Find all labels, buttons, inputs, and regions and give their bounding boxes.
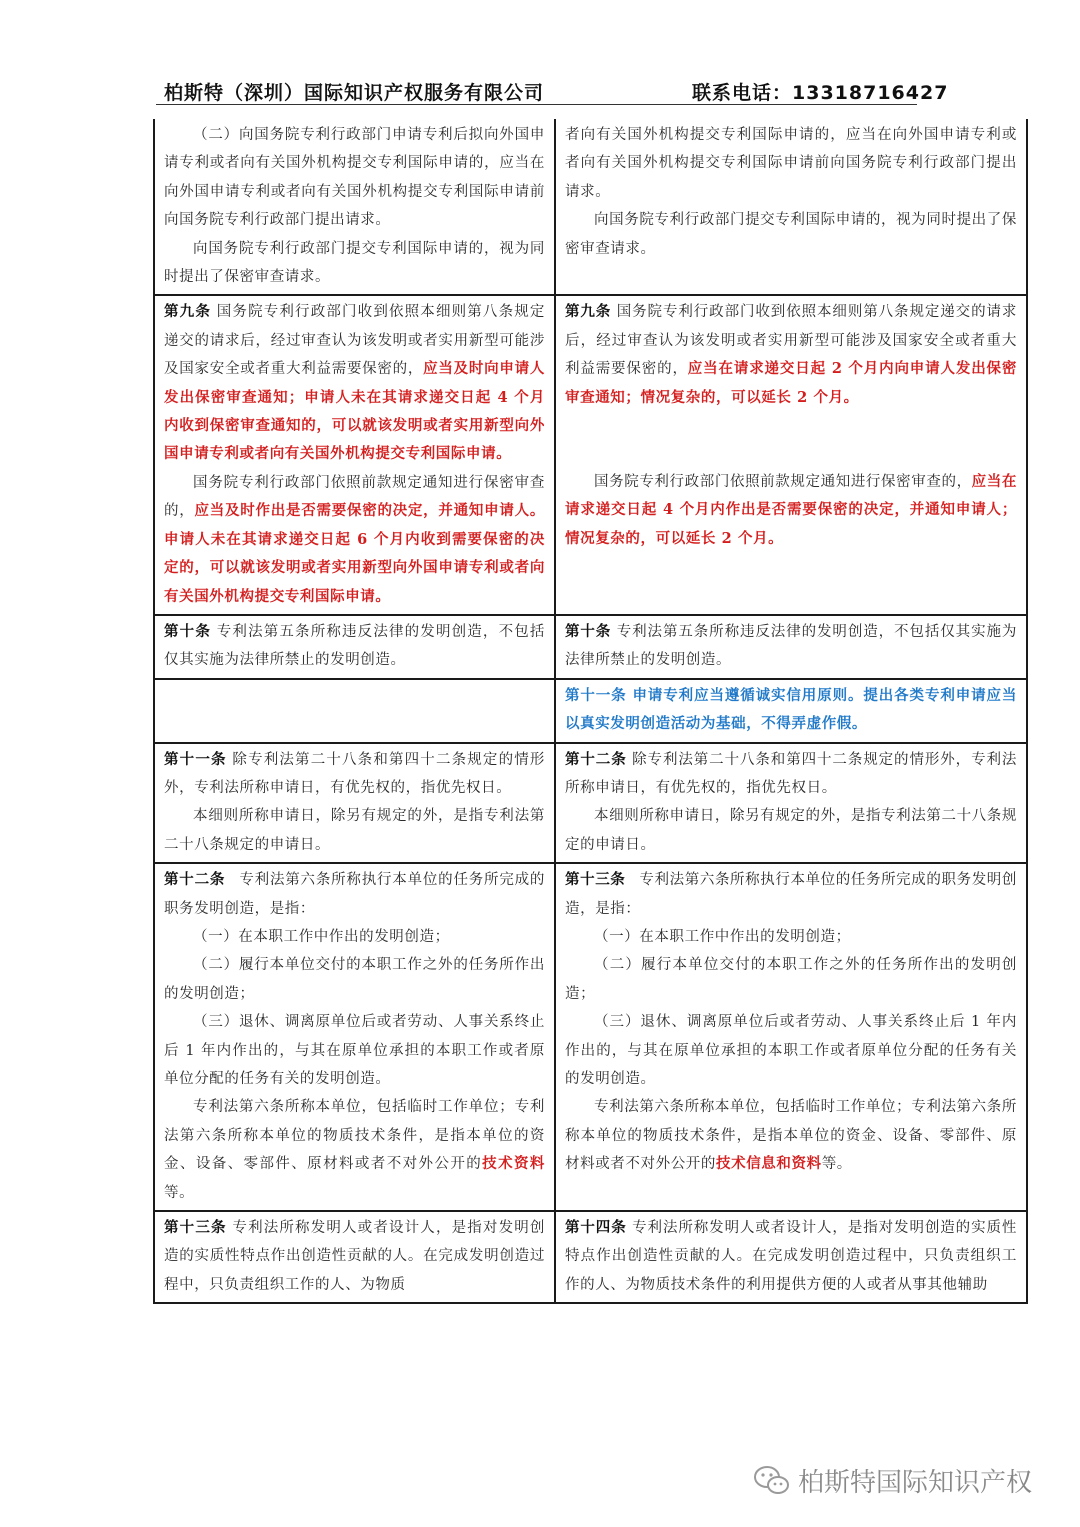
- watermark-text: 柏斯特国际知识产权: [798, 1468, 1033, 1498]
- table-row: [154, 615, 1027, 679]
- article-text: 国务院专利行政部门收到依照本细则第八条规定递交的请求后，经过审查认为该发明或者实用新型可能涉及国家安全或者重大利益需要保密的，: [164, 304, 545, 378]
- list-item: （三）退休、调离原单位后或者劳动、人事关系终止后 1 年内作出的，与其在原单位承担的本职工作或者原单位分配的任务有关的发明创造。: [164, 1014, 545, 1087]
- header-phone: 联系电话：13318716427: [692, 82, 949, 104]
- paragraph: [164, 866, 545, 923]
- comparison-table: [153, 119, 1028, 1304]
- paragraph: [565, 1093, 1017, 1178]
- article-text: 专利法第五条所称违反法律的发明创造，不包括仅其实施为法律所禁止的发明创造。: [565, 623, 1017, 669]
- article-text: 专利法所称发明人或者设计人，是指对发明创造的实质性特点作出创造性贡献的人。在完成发明创造过程中，只负责组织工作的人、为物质: [164, 1220, 545, 1293]
- header-divider: [156, 104, 917, 105]
- new-article: 第十一条 申请专利应当遵循诚实信用原则。提出各类专利申请应当以真实发明创造活动为基础，不得弄虚作假。: [565, 686, 1017, 733]
- table-row: [154, 679, 1027, 743]
- list-item: （三）退休、调离原单位后或者劳动、人事关系终止后 1 年内作出的，与其在原单位承担的本职工作或者原单位分配的任务有关的发明创造。: [565, 1014, 1017, 1087]
- article-title: 第九条: [164, 303, 211, 321]
- left-cell: [154, 1211, 555, 1303]
- article-text: 专利法所称发明人或者设计人，是指对发明创造的实质性特点作出创造性贡献的人。在完成发明创造过程中，只负责组织工作的人、为物质技术条件的利用提供方便的人或者从事其他辅助: [565, 1220, 1017, 1293]
- paragraph: [565, 746, 1017, 803]
- article-text: 等。: [821, 1156, 852, 1173]
- paragraph: [164, 1214, 545, 1299]
- right-cell: [555, 1211, 1027, 1303]
- article-title: 第十二条: [565, 750, 627, 768]
- article-text: 国务院专利行政部门收到依照本细则第八条规定递交的请求后，经过审查认为该发明或者实用新型可能涉及国家安全或者重大利益需要保密的，: [565, 304, 1017, 378]
- paragraph: [565, 468, 1017, 553]
- paragraph: （二）向国务院专利行政部门申请专利后拟向外国申请专利或者向有关国外机构提交专利国际申请的，应当在向外国申请专利或者向有关国外机构提交专利国际申请前向国务院专利行政部门提出请求。: [164, 127, 545, 229]
- right-cell: [555, 119, 1027, 295]
- article-text: 专利法第六条所称本单位，包括临时工作单位；专利法第六条所称本单位的物质技术条件，是指本单位的资金、设备、零部件、原材料或者不对外公开的: [565, 1099, 1017, 1173]
- list-item: （二）履行本单位交付的本职工作之外的任务所作出的发明创造；: [565, 957, 1017, 1002]
- table-row: [154, 119, 1027, 295]
- table-row: [154, 743, 1027, 864]
- revised-text: 应当及时向申请人发出保密审查通知；申请人未在其请求递交日起 4 个月内收到保密审查通知的，可以就该发明或者实用新型向外国申请专利或者向有关国外机构提交专利国际申请。: [164, 360, 545, 463]
- left-cell: [154, 863, 555, 1211]
- article-text: 国务院专利行政部门依照前款规定通知进行保密审查的，: [164, 474, 545, 520]
- article-text: 专利法第五条所称违反法律的发明创造，不包括仅其实施为法律所禁止的发明创造。: [164, 623, 545, 669]
- header-company: 柏斯特（深圳）国际知识产权服务有限公司: [164, 82, 545, 104]
- article-title: 第十三条: [565, 871, 626, 889]
- article-text: 专利法第六条所称本单位，包括临时工作单位；专利法第六条所称本单位的物质技术条件，是指本单位的资金、设备、零部件、原材料或者不对外公开的: [164, 1099, 545, 1173]
- list-item: （一）在本职工作中作出的发明创造；: [594, 928, 851, 945]
- paragraph: 本细则所称申请日，除另有规定的外，是指专利法第二十八条规定的申请日。: [565, 808, 1017, 853]
- paragraph: [565, 618, 1017, 675]
- article-title: 第九条: [565, 303, 612, 321]
- paragraph: [565, 1214, 1017, 1299]
- article-text: 国务院专利行政部门依照前款规定通知进行保密审查的，: [594, 474, 972, 491]
- article-title: 第十四条: [565, 1219, 627, 1237]
- paragraph: [565, 866, 1017, 923]
- article-text: 专利法第六条所称执行本单位的任务所完成的职务发明创造，是指：: [565, 872, 1018, 917]
- paragraph: 向国务院专利行政部门提交专利国际申请的，视为同时提出了保密审查请求。: [565, 212, 1017, 257]
- revised-text: 技术资料: [482, 1155, 545, 1173]
- paragraph: 本细则所称申请日，除另有规定的外，是指专利法第二十八条规定的申请日。: [164, 808, 545, 853]
- right-cell: [555, 743, 1027, 864]
- paragraph: [164, 746, 545, 803]
- article-title: 第十条: [565, 622, 612, 640]
- spacer: [565, 412, 1017, 468]
- paragraph: [164, 298, 545, 468]
- article-title: 第十二条: [164, 871, 226, 889]
- paragraph: 者向有关国外机构提交专利国际申请的，应当在向外国申请专利或者向有关国外机构提交专利国际申请前向国务院专利行政部门提出请求。: [565, 127, 1017, 200]
- paragraph: [164, 469, 545, 611]
- left-cell: [154, 743, 555, 864]
- revised-text: 技术信息和资料: [716, 1155, 822, 1173]
- right-cell: [555, 295, 1027, 614]
- wechat-icon: [752, 1464, 792, 1498]
- paragraph: [164, 618, 545, 675]
- article-text: 除专利法第二十八条和第四十二条规定的情形外，专利法所称申请日，有优先权的，指优先权日。: [164, 751, 545, 796]
- list-item: （一）在本职工作中作出的发明创造；: [193, 928, 450, 945]
- right-cell: [555, 615, 1027, 679]
- left-cell: [154, 615, 555, 679]
- article-title: 第十一条: [164, 750, 227, 768]
- revised-text: 应当及时作出是否需要保密的决定，并通知申请人。申请人未在其请求递交日起 6 个月内收到需要保密的决定的，可以就该发明或者实用新型向外国申请专利或者向有关国外机构提交专利国际申请。: [164, 502, 545, 605]
- paragraph: [164, 1093, 545, 1207]
- paragraph: 向国务院专利行政部门提交专利国际申请的，视为同时提出了保密审查请求。: [164, 240, 545, 286]
- right-cell: [555, 679, 1027, 743]
- left-cell-empty: [154, 679, 555, 743]
- revised-text: 应当在请求递交日起 4 个月内作出是否需要保密的决定，并通知申请人；情况复杂的，可以延长 2 个月。: [565, 473, 1017, 547]
- paragraph: [565, 298, 1017, 412]
- article-text: 专利法第六条所称执行本单位的任务所完成的职务发明创造，是指：: [164, 872, 545, 917]
- right-cell: [555, 863, 1027, 1211]
- watermark: [752, 1462, 1032, 1499]
- left-cell: [154, 119, 555, 295]
- left-cell: [154, 295, 555, 614]
- revised-text: 应当在请求递交日起 2 个月内向申请人发出保密审查通知；情况复杂的，可以延长 2 个月。: [565, 360, 1017, 406]
- article-title: 第十三条: [164, 1219, 227, 1237]
- list-item: （二）履行本单位交付的本职工作之外的任务所作出的发明创造；: [164, 957, 545, 1002]
- article-title: 第十条: [164, 622, 211, 640]
- table-row: [154, 863, 1027, 1211]
- article-text: 等。: [164, 1184, 195, 1201]
- table-row: [154, 1211, 1027, 1303]
- table-row: [154, 295, 1027, 614]
- article-text: 除专利法第二十八条和第四十二条规定的情形外，专利法所称申请日，有优先权的，指优先权日。: [565, 751, 1017, 796]
